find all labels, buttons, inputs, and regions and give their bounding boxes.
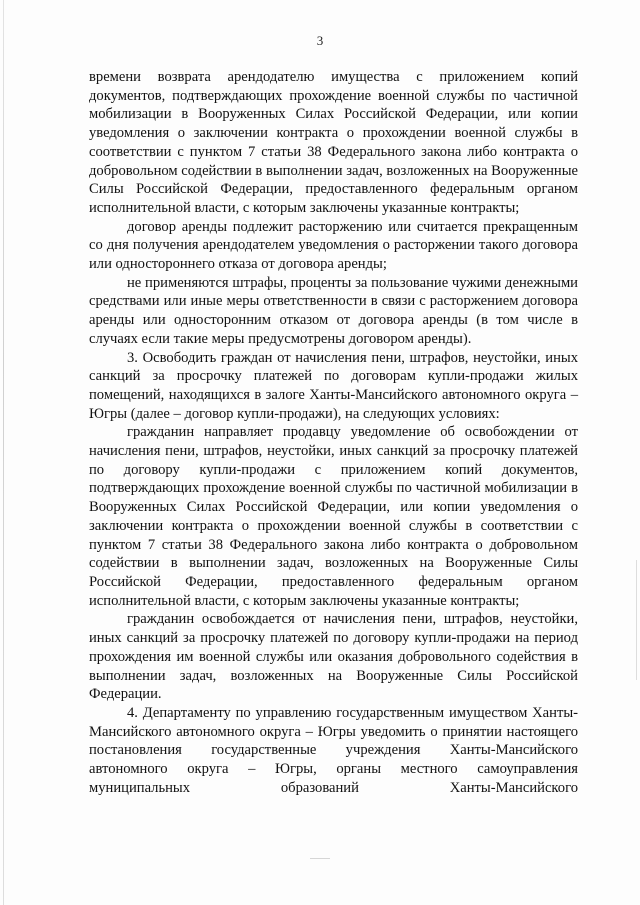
paragraph-lease-termination: договор аренды подлежит расторжению или считается прекращенным со дня получения арендодателем уведомления о расторжении такого договора или одностороннего отказа от договора аренды; [89,218,578,273]
document-body [89,68,578,797]
paragraph-citizen-notice: гражданин направляет продавцу уведомление об освобождении от начисления пени, штрафов, неустойки, иных санкций за просрочку платежей по договору купли-продажи с приложением копий документов, подтверждающих прохождение военной службы по частичной мобилизации в Вооруженных Силах Российской Федерации, или копии уведомления о заключении контракта о прохождении военной службы в соответствии с пунктом 7 статьи 38 Федерального закона либо контракта о добровольном содействии в выполнении задач, возложенных на Вооруженные Силы Российской Федерации, предоставленного федеральным органом исполнительной власти, с которым заключены указанные контракты; [89,424,578,609]
paragraph-item-3: 3. Освободить граждан от начисления пени, штрафов, неустойки, иных санкций за просрочку платежей по договорам купли-продажи жилых помещений, находящихся в залоге Ханты-Мансийского автономного округа – Югры (далее – договор купли-продажи), на следующих условиях: [89,349,578,422]
paragraph-citizen-exempt: гражданин освобождается от начисления пени, штрафов, неустойки, иных санкций за просрочку платежей по договору купли-продажи на период прохождения им военной службы или оказания добровольного содействия в выполнении задач, возложенных на Вооруженные Силы Российской Федерации. [89,611,578,703]
paragraph-continuation: времени возврата арендодателю имущества с приложением копий документов, подтверждающих прохождение военной службы по частичной мобилизации в Вооруженных Силах Российской Федерации, или копии уведомления о заключении контракта о прохождении военной службы в соответствии с пунктом 7 статьи 38 Федерального закона либо контракта о добровольном содействии в выполнении задач, возложенных на Вооруженные Силы Российской Федерации, предоставленного федеральным органом исполнительной власти, с которым заключены указанные контракты; [89,69,578,216]
paragraph-no-penalties: не применяются штрафы, проценты за пользование чужими денежными средствами или иные меры ответственности в связи с расторжением договора аренды или односторонним отказом от договора аренды (в том числе в случаях если такие меры предусмотрены договором аренды). [89,274,578,347]
scan-edge-right [636,560,637,680]
paragraph-item-4: 4. Департаменту по управлению государственным имуществом Ханты-Мансийского автономного округа – Югры уведомить о принятии настоящего постановления государственные учреждения Ханты-Мансийского автономного округа – Югры, органы местного самоуправления муниципальных образований Ханты-Мансийского [89,704,578,796]
scan-edge-left [3,0,4,905]
page-number: 3 [316,33,324,48]
scan-mark [310,858,330,859]
